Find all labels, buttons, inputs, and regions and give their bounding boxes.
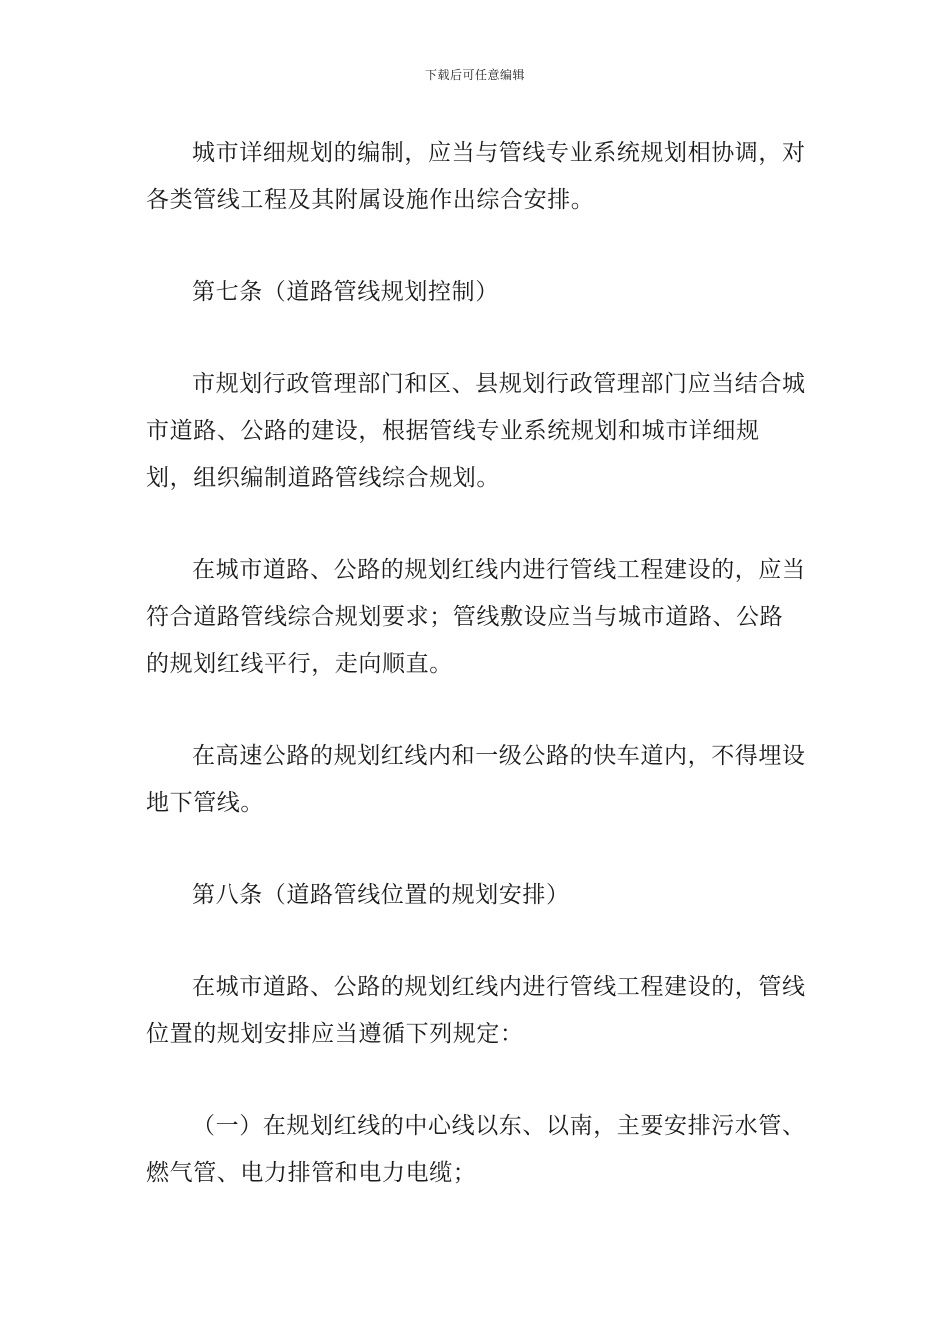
paragraph-rule-1: （一）在规划红线的中心线以东、以南，主要安排污水管、燃气管、电力排管和电力电缆； — [146, 1113, 806, 1186]
paragraph-red-line-construction: 在城市道路、公路的规划红线内进行管线工程建设的，应当符合道路管线综合规划要求；管线敷设应当与城市道路、公路的规划红线平行，走向顺直。 — [146, 557, 806, 677]
article-7-heading: 第七条（道路管线规划控制） — [192, 279, 499, 305]
paragraph-road-pipeline-planning: 市规划行政管理部门和区、县规划行政管理部门应当结合城市道路、公路的建设，根据管线专业系统规划和城市详细规划，组织编制道路管线综合规划。 — [146, 371, 806, 491]
article-8-heading: 第八条（道路管线位置的规划安排） — [192, 882, 570, 908]
paragraph-pipeline-position-rules: 在城市道路、公路的规划红线内进行管线工程建设的，管线位置的规划安排应当遵循下列规定： — [146, 974, 806, 1047]
paragraph-detailed-planning: 城市详细规划的编制，应当与管线专业系统规划相协调，对各类管线工程及其附属设施作出综合安排。 — [146, 140, 806, 213]
paragraph-expressway-prohibition: 在高速公路的规划红线内和一级公路的快车道内，不得埋设地下管线。 — [146, 743, 806, 816]
page-header-note: 下载后可任意编辑 — [424, 68, 525, 82]
document-body — [146, 130, 806, 1197]
